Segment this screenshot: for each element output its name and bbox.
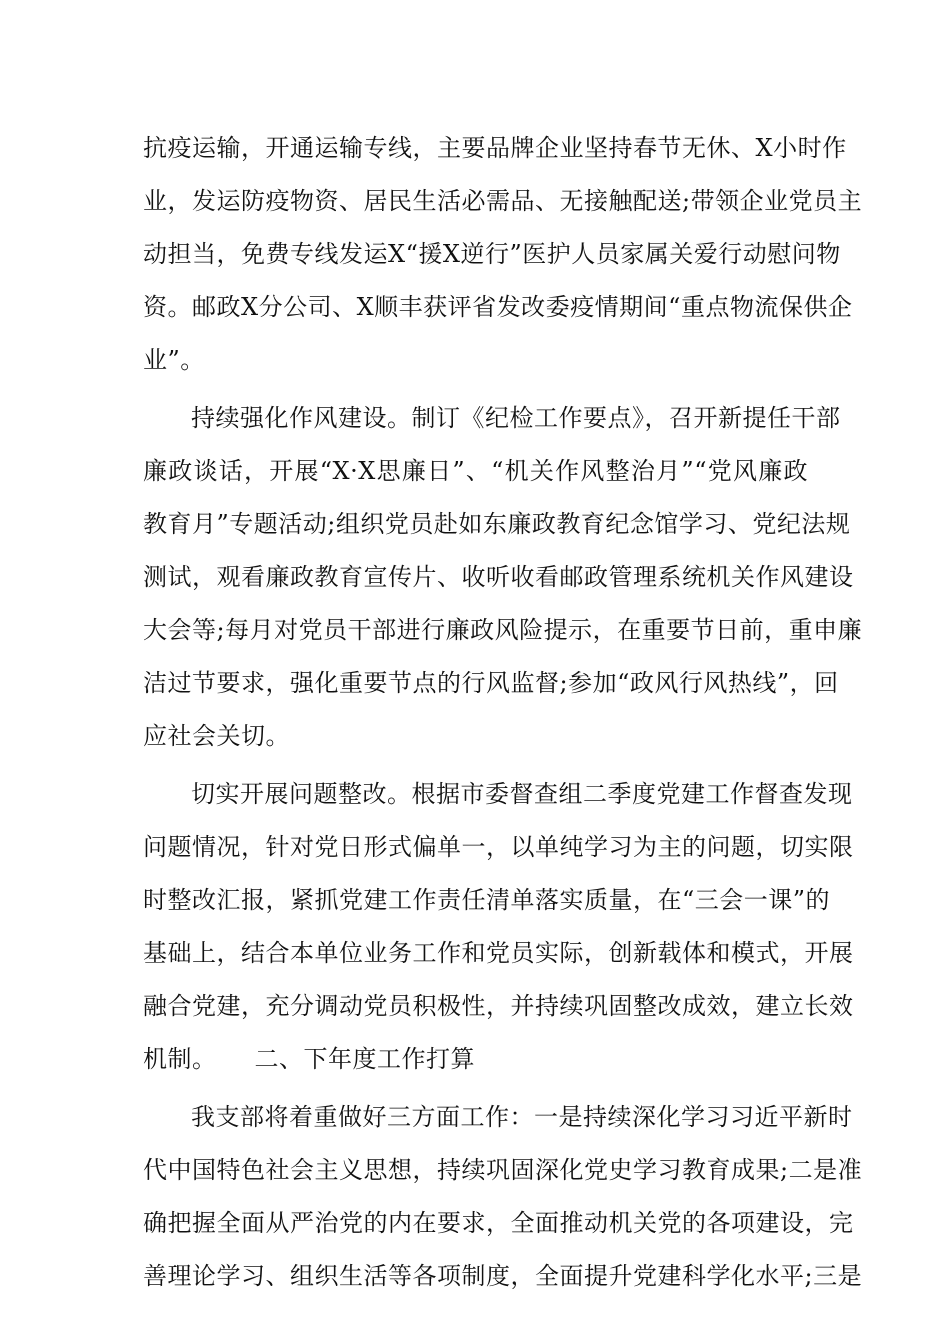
paragraph-line-text: 机制。 bbox=[143, 1045, 217, 1073]
paragraph-line: 教育月”专题活动;组织党员赴如东廉政教育纪念馆学习、党纪法规 bbox=[143, 510, 851, 538]
paragraph-line: 持续强化作风建设。制订《纪检工作要点》，召开新提任干部 bbox=[191, 404, 841, 432]
paragraph-line: 廉政谈话，开展“X·X思廉日”、“机关作风整治月”“党风廉政 bbox=[143, 457, 808, 485]
paragraph-line: 资。邮政X分公司、X顺丰获评省发改委疫情期间“重点物流保供企 bbox=[143, 293, 853, 321]
paragraph-line: 基础上，结合本单位业务工作和党员实际，创新载体和模式，开展 bbox=[143, 939, 854, 967]
document-body bbox=[143, 122, 863, 1303]
paragraph-line: 测试，观看廉政教育宣传片、收听收看邮政管理系统机关作风建设 bbox=[143, 563, 854, 591]
paragraph-line: 善理论学习、组织生活等各项制度，全面提升党建科学化水平;三是 bbox=[143, 1262, 863, 1290]
paragraph-line: 应社会关切。 bbox=[143, 722, 290, 750]
paragraph-line: 确把握全面从严治党的内在要求，全面推动机关党的各项建设，完 bbox=[143, 1209, 854, 1237]
section-heading: 二、下年度工作打算 bbox=[254, 1045, 475, 1073]
paragraph-line: 大会等;每月对党员干部进行廉政风险提示，在重要节日前，重申廉 bbox=[143, 616, 863, 644]
paragraph-line bbox=[143, 1033, 808, 1086]
paragraph-line: 切实开展问题整改。根据市委督查组二季度党建工作督查发现 bbox=[191, 780, 853, 808]
paragraph-line: 洁过节要求，强化重要节点的行风监督;参加“政风行风热线”，回 bbox=[143, 669, 839, 697]
paragraph-line: 业”。 bbox=[143, 346, 205, 374]
paragraph-line: 问题情况，针对党日形式偏单一，以单纯学习为主的问题，切实限 bbox=[143, 833, 854, 861]
paragraph-line: 时整改汇报，紧抓党建工作责任清单落实质量，在“三会一课”的 bbox=[143, 886, 831, 914]
paragraph-line: 我支部将着重做好三方面工作：一是持续深化学习习近平新时 bbox=[191, 1103, 853, 1131]
paragraph-line: 抗疫运输，开通运输专线，主要品牌企业坚持春节无休、X小时作 bbox=[143, 134, 847, 162]
paragraph-line: 动担当，免费专线发运X“援X逆行”医护人员家属关爱行动慰问物 bbox=[143, 240, 841, 268]
paragraph-line: 代中国特色社会主义思想，持续巩固深化党史学习教育成果;二是准 bbox=[143, 1156, 863, 1184]
paragraph-line: 业，发运防疫物资、居民生活必需品、无接触配送;带领企业党员主 bbox=[143, 187, 863, 215]
paragraph-line: 融合党建，充分调动党员积极性，并持续巩固整改成效，建立长效 bbox=[143, 992, 854, 1020]
